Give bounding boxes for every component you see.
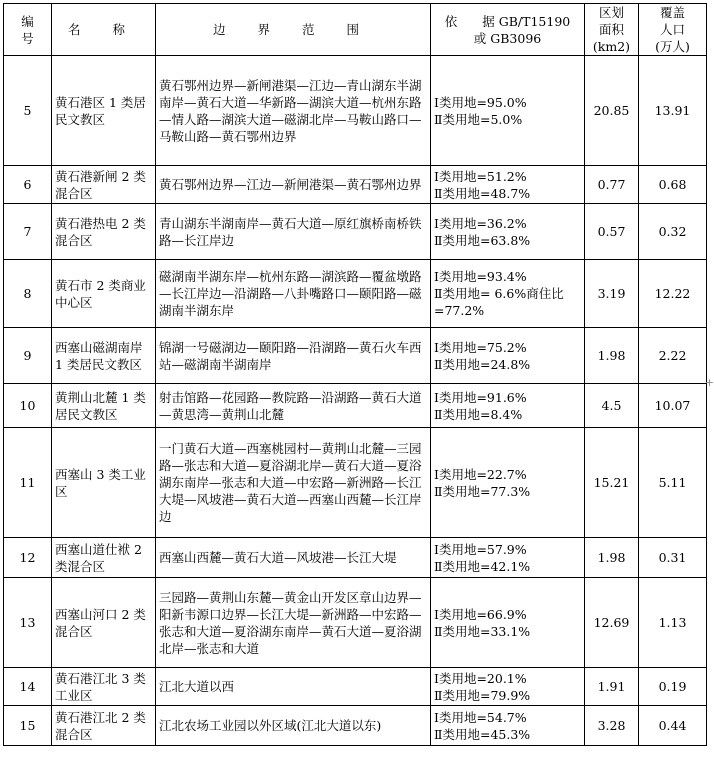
row-pop: 12.22 [639, 260, 707, 328]
row-area: 12.69 [585, 578, 639, 668]
table-row [4, 706, 707, 746]
header-name: 名 称 [52, 4, 156, 56]
row-area: 3.19 [585, 260, 639, 328]
row-no: 10 [4, 384, 52, 428]
row-area: 3.28 [585, 706, 639, 746]
basis-line: Ⅱ类用地=8.4% [434, 406, 523, 422]
row-no: 8 [4, 260, 52, 328]
row-area: 15.21 [585, 428, 639, 538]
table-row [4, 328, 707, 384]
row-no: 7 [4, 204, 52, 260]
row-name: 黄石港区 1 类居民文教区 [52, 56, 156, 166]
basis-line: Ⅰ类用地=54.7% [434, 709, 527, 725]
row-basis [431, 428, 585, 538]
row-pop: 0.68 [639, 166, 707, 204]
row-name: 西塞山 3 类工业区 [52, 428, 156, 538]
basis-line: Ⅱ类用地=63.8% [434, 232, 531, 248]
row-area: 1.98 [585, 538, 639, 578]
row-boundary: 西塞山西麓—黄石大道—风坡港—长江大堤 [156, 538, 431, 578]
basis-line: Ⅰ类用地=93.4% [434, 269, 527, 284]
row-pop: 0.31 [639, 538, 707, 578]
row-pop: 0.19 [639, 668, 707, 706]
row-pop: 1.13 [639, 578, 707, 668]
basis-line: Ⅱ类用地=33.1% [434, 623, 531, 639]
row-no: 14 [4, 668, 52, 706]
row-boundary: 江北大道以西 [156, 668, 431, 706]
row-name: 黄石港热电 2 类混合区 [52, 204, 156, 260]
table-row [4, 260, 707, 328]
row-name: 西塞山道仕袱 2 类混合区 [52, 538, 156, 578]
row-basis [431, 56, 585, 166]
row-no: 6 [4, 166, 52, 204]
table-row [4, 538, 707, 578]
header-no: 编 号 [4, 4, 52, 56]
row-area: 20.85 [585, 56, 639, 166]
table-row [4, 166, 707, 204]
basis-line: Ⅱ类用地= 6.6%商住比=77.2% [434, 286, 564, 318]
row-pop: 13.91 [639, 56, 707, 166]
basis-line: Ⅰ类用地=57.9% [434, 541, 527, 557]
row-area: 1.98 [585, 328, 639, 384]
basis-line: Ⅰ类用地=95.0% [434, 94, 527, 110]
row-boundary: 黄石鄂州边界—江边—新闸港渠—黄石鄂州边界 [156, 166, 431, 204]
basis-line: Ⅰ类用地=36.2% [434, 215, 527, 231]
row-boundary: 磁湖南半湖东岸—杭州东路—湖滨路—覆盆墩路—长江岸边—沿湖路—八卦嘴路口—颐阳路—磁湖南半湖东岸 [156, 260, 431, 328]
row-boundary: 黄石鄂州边界—新闸港渠—江边—青山湖东半湖南岸—黄石大道—华新路—湖滨大道—杭州东路—情人路—湖滨大道—磁湖北岸—马鞍山路口—马鞍山路—黄石鄂州边界 [156, 56, 431, 166]
row-name: 黄石港江北 2 类混合区 [52, 706, 156, 746]
basis-line: Ⅱ类用地=5.0% [434, 111, 523, 127]
row-name: 西塞山磁湖南岸 1 类居民文教区 [52, 328, 156, 384]
row-basis [431, 538, 585, 578]
row-basis [431, 706, 585, 746]
row-no: 13 [4, 578, 52, 668]
header-row [4, 4, 707, 56]
row-boundary: 青山湖东半湖南岸—黄石大道—原红旗桥南桥铁路—长江岸边 [156, 204, 431, 260]
row-name: 黄石港新闸 2 类混合区 [52, 166, 156, 204]
header-boundary: 边 界 范 围 [156, 4, 431, 56]
basis-line: Ⅱ类用地=48.7% [434, 185, 531, 201]
row-boundary: 江北农场工业园以外区域(江北大道以东) [156, 706, 431, 746]
row-pop: 0.32 [639, 204, 707, 260]
row-basis [431, 668, 585, 706]
row-area: 0.77 [585, 166, 639, 204]
row-pop: 0.44 [639, 706, 707, 746]
table-row [4, 668, 707, 706]
row-area: 0.57 [585, 204, 639, 260]
table-row [4, 578, 707, 668]
row-boundary: 锦湖一号磁湖边—颐阳路—沿湖路—黄石火车西站—磁湖南半湖南岸 [156, 328, 431, 384]
row-area: 1.91 [585, 668, 639, 706]
row-name: 黄荆山北麓 1 类居民文教区 [52, 384, 156, 428]
table-row [4, 384, 707, 428]
row-name: 黄石市 2 类商业中心区 [52, 260, 156, 328]
row-basis [431, 204, 585, 260]
header-area: 区划 面积 (km2) [585, 4, 639, 56]
table-row [4, 56, 707, 166]
basis-line: Ⅱ类用地=79.9% [434, 687, 531, 703]
row-no: 11 [4, 428, 52, 538]
row-name: 西塞山河口 2 类混合区 [52, 578, 156, 668]
row-no: 9 [4, 328, 52, 384]
basis-line: Ⅱ类用地=77.3% [434, 483, 531, 499]
basis-line: Ⅱ类用地=45.3% [434, 726, 531, 742]
row-basis [431, 578, 585, 668]
row-basis [431, 328, 585, 384]
row-area: 4.5 [585, 384, 639, 428]
header-basis: 依 据 GB/T15190 或 GB3096 [431, 4, 585, 56]
basis-line: Ⅰ类用地=20.1% [434, 670, 527, 686]
row-no: 12 [4, 538, 52, 578]
row-no: 15 [4, 706, 52, 746]
basis-line: Ⅱ类用地=42.1% [434, 558, 531, 574]
side-mark: + [704, 376, 714, 389]
basis-line: Ⅰ类用地=51.2% [434, 168, 527, 184]
row-boundary: 射击馆路—花园路—教院路—沿湖路—黄石大道—黄思湾—黄荆山北麓 [156, 384, 431, 428]
row-boundary: 一门黄石大道—西塞桃园村—黄荆山北麓—三园路—张志和大道—夏浴湖北岸—黄石大道—夏浴湖东南岸—张志和大道—中宏路—新洲路—长江大堤—风坡港—黄石大道—西塞山西麓—长江岸边 [156, 428, 431, 538]
row-name: 黄石港江北 3 类工业区 [52, 668, 156, 706]
row-pop: 2.22 [639, 328, 707, 384]
row-pop: 5.11 [639, 428, 707, 538]
table-row [4, 428, 707, 538]
basis-line: Ⅰ类用地=66.9% [434, 606, 527, 622]
table-row [4, 204, 707, 260]
zoning-table [3, 3, 707, 746]
basis-line: Ⅱ类用地=24.8% [434, 356, 531, 372]
row-no: 5 [4, 56, 52, 166]
row-basis [431, 384, 585, 428]
row-basis [431, 260, 585, 328]
row-boundary: 三园路—黄荆山东麓—黄金山开发区章山边界—阳新韦源口边界—长江大堤—新洲路—中宏路—张志和大道—夏浴湖东南岸—黄石大道—夏浴湖北岸—张志和大道 [156, 578, 431, 668]
row-pop: 10.07 [639, 384, 707, 428]
basis-line: Ⅰ类用地=22.7% [434, 466, 527, 482]
row-basis [431, 166, 585, 204]
header-pop: 覆盖 人口 (万人) [639, 4, 707, 56]
basis-line: Ⅰ类用地=91.6% [434, 389, 527, 405]
basis-line: Ⅰ类用地=75.2% [434, 339, 527, 355]
